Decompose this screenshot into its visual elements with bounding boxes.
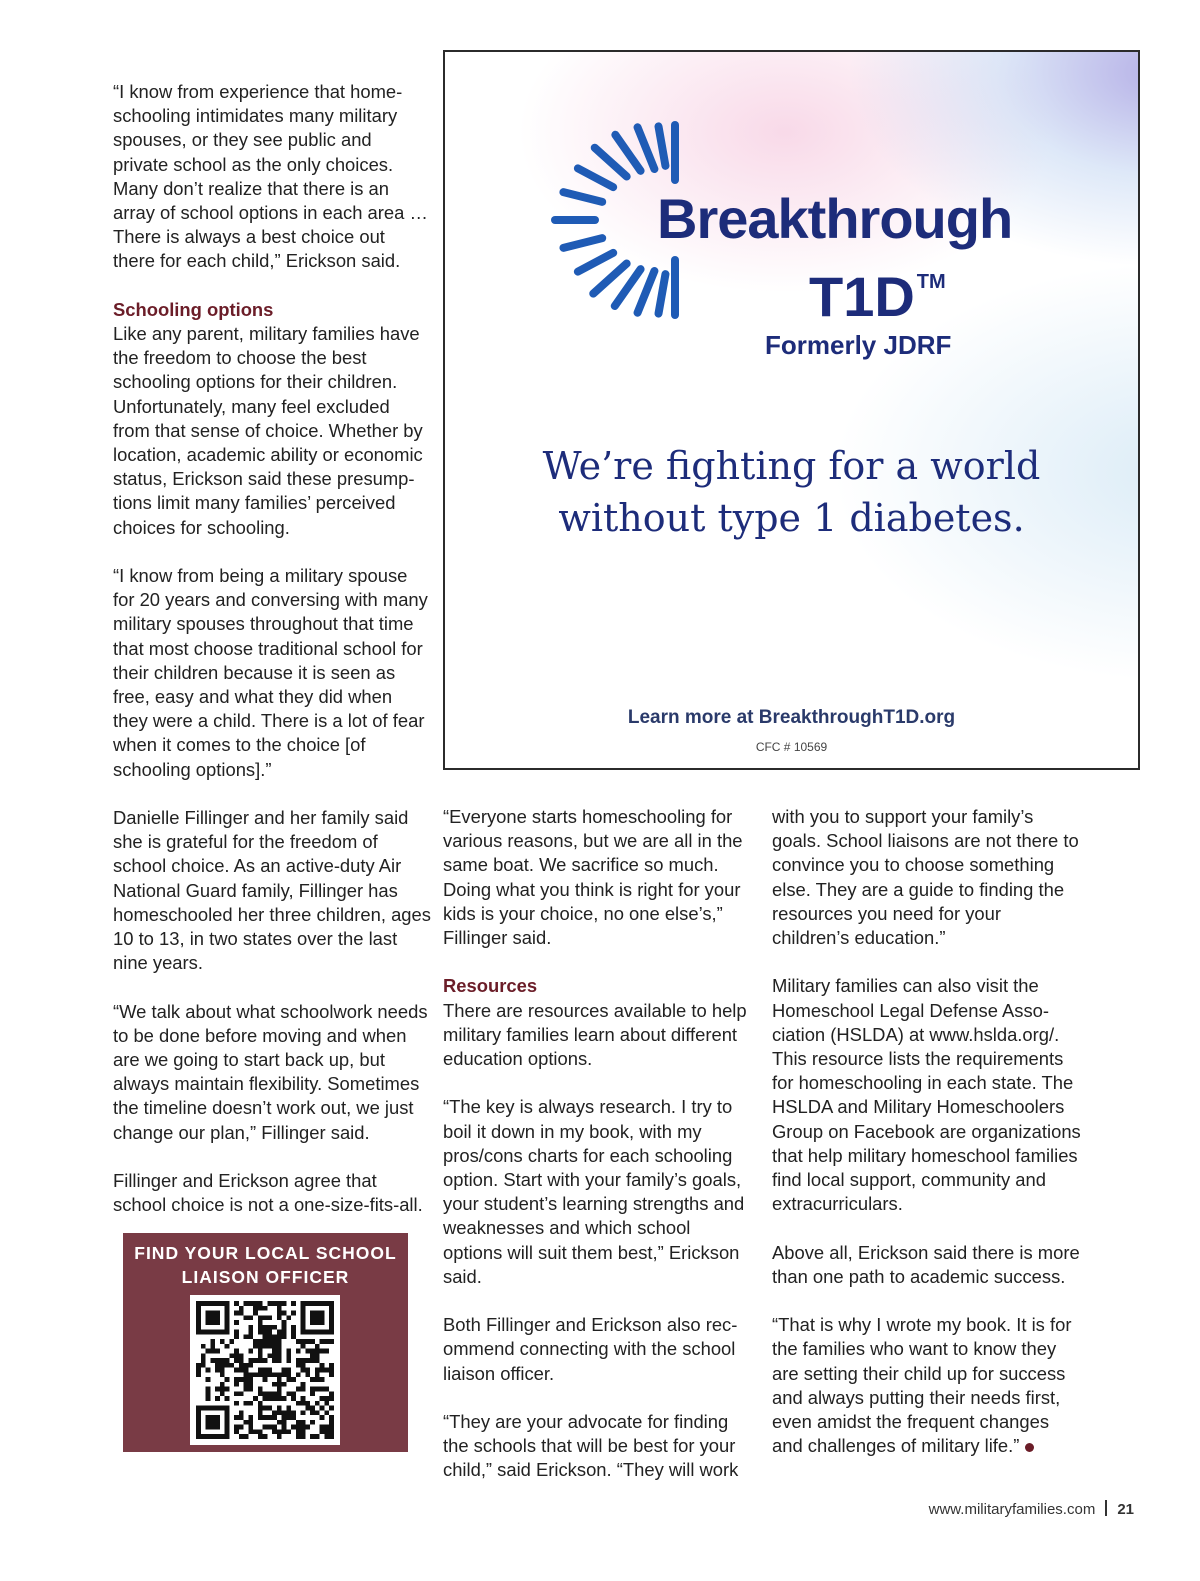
logo-ray: [659, 274, 666, 313]
brand-formerly: Formerly JDRF: [765, 330, 952, 360]
logo-ray: [638, 127, 655, 169]
logo-ray: [578, 253, 613, 272]
qr-code-icon[interactable]: [190, 1295, 340, 1445]
paragraph: with you to support your family’s goals. School liaisons are not there to convince you to choose something else. They are a guide to finding the resources you need for your children’s education.”: [772, 806, 1079, 949]
paragraph: Fillinger and Erickson agree that school choice is not a one-size-fits-all.: [113, 1170, 423, 1216]
paragraph: “They are your advocate for finding the schools that will be best for your child,” said Erickson. “They will work: [443, 1411, 739, 1481]
tagline-line: We’re fighting for a world: [542, 444, 1041, 488]
ad-tagline: [445, 440, 1138, 544]
paragraph: “The key is always research. I try to boil it down in my book, with my pros/cons charts for each schooling option. Start with your family’s goals, your student’s learning strengths and weaknesses and which school options will suit them best,” Erickson said.: [443, 1096, 745, 1287]
logo-ray: [578, 168, 613, 187]
paragraph: “Everyone starts homeschooling for various reasons, but we are all in the same boat. We sacrifice so much. Doing what you think is right for your kids is your choice, no one else’s,” Fillinger said.: [443, 806, 743, 949]
paragraph: Military families can also visit the Homeschool Legal Defense Asso-ciation (HSLDA) at www.hslda.org/. This resource lists the requirements for homeschooling in each state. The HSLDA and Military Homeschoolers Group on Facebook are organizations that help military homeschool families find local support, community and extracurriculars.: [772, 975, 1081, 1215]
article-column-3: [772, 805, 1082, 1483]
school-liaison-callout: [123, 1233, 408, 1452]
paragraph: “I know from being a military spouse for 20 years and conversing with many military spouses throughout that time that most choose traditional school for their children because it is seen as free, easy and what they did when they were a child. There is a lot of fear when it comes to the choice [of schooling options].”: [113, 565, 428, 780]
paragraph: Danielle Fillinger and her family said she is grateful for the freedom of school choice. As an active-duty Air National Guard family, Fillinger has homeschooled her three children, ages 10 to 13, in two states over the last nine years.: [113, 807, 431, 974]
page-number: 21: [1117, 1501, 1134, 1518]
section-heading-resources: Resources: [443, 975, 538, 997]
paragraph-text: “That is why I wrote my book. It is for the families who want to know they are setting their child up for success and always putting their needs first, even amidst the frequent changes and challenges of military life.”: [772, 1314, 1072, 1457]
paragraph: “We talk about what schoolwork needs to be done before moving and when are we going to start back up, but always maintain flexibility. Sometimes the timeline doesn’t work out, we just change our plan,” Fillinger said.: [113, 1000, 428, 1143]
tagline-line: without type 1 diabetes.: [558, 496, 1025, 540]
brand-t1d: T1D: [809, 265, 915, 328]
footer-divider: [1105, 1500, 1107, 1516]
logo-ray: [595, 148, 627, 177]
logo-ray: [659, 126, 666, 165]
trademark-mark: TM: [916, 271, 946, 293]
paragraph: Both Fillinger and Erickson also rec-ommend connecting with the school liaison officer.: [443, 1314, 738, 1384]
cfc-number: CFC # 10569: [755, 740, 828, 754]
article-column-1: [113, 80, 431, 1242]
article-column-2: [443, 805, 748, 1507]
paragraph-final: [772, 1313, 1082, 1458]
logo-ray: [638, 271, 655, 313]
logo-ray: [563, 192, 602, 202]
callout-title: FIND YOUR LOCAL SCHOOL LIAISON OFFICER: [134, 1243, 397, 1287]
logo-ray: [563, 238, 602, 248]
paragraph: Above all, Erickson said there is more than one path to academic success.: [772, 1241, 1080, 1287]
paragraph: “I know from experience that home-schooling intimidates many military spouses, or they see public and private school as the only choices. Many don’t realize that there is an array of school options in each area … There is always a best choice out there for each child,” Erickson said.: [113, 81, 428, 272]
breakthrough-t1d-advertisement[interactable]: [443, 50, 1140, 770]
end-mark-icon: [1025, 1443, 1034, 1452]
brand-subname: [809, 264, 946, 329]
paragraph: There are resources available to help military families learn about different education options.: [443, 999, 747, 1070]
paragraph: Like any parent, military families have the freedom to choose the best schooling options for their children. Unfortunately, many feel excluded from that sense of choice. Whether by location, academic ability or economic status, Erickson said these presump-tions limit many families’ perceived choices for schooling.: [113, 323, 423, 538]
brand-name: Breakthrough: [657, 187, 1013, 250]
footer-website-link[interactable]: www.militaryfamilies.com: [928, 1501, 1096, 1518]
learn-more-link[interactable]: Learn more at BreakthroughT1D.org: [627, 707, 956, 728]
page-footer: [929, 1500, 1134, 1518]
section-heading-schooling-options: Schooling options: [113, 298, 274, 320]
logo-ray: [593, 263, 626, 293]
